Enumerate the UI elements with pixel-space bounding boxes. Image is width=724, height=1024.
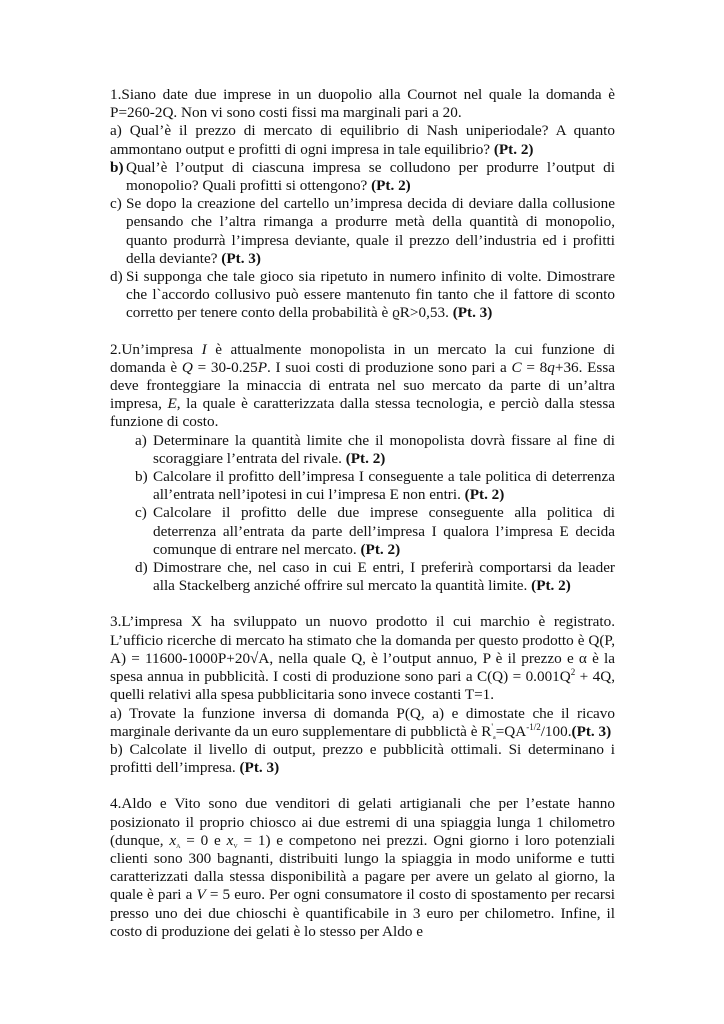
- q2-a-points: (Pt. 2): [345, 449, 386, 467]
- q3-item-a: a) Trovate la funzione inversa di domanda P(Q, a) e dimostate che il ricavo marginale derivante da un euro supplementare di pubblictà è $R'_a=QA^{-1/2}/100.(Pt$. 3): [110, 704, 615, 741]
- q1-d-marker: d): [110, 268, 123, 286]
- q1-c-text: Se dopo la creazione del cartello un’impresa decida di deviare dalla collusione pensando che l’altra rimanga a produrre metà della quantità di monopolio, quanto produrrà l’impresa deviante, quale il prezzo dell’industria ed i profitti della deviante?: [126, 195, 615, 267]
- q1-c-points: (Pt. 3): [221, 249, 261, 267]
- q1-b-text: Qual’è l’output di ciascuna impresa se colludono per produrre l’output di monopolio? Quali profitti si ottengono?: [126, 158, 615, 195]
- q1-c-marker: c): [110, 195, 122, 213]
- q1-a-text: Qual’è il prezzo di mercato di equilibrio di Nash uniperiodale? A quanto ammontano output e profitti di ogni impresa in tale equilibrio?: [110, 122, 615, 158]
- q1-b-marker: b): [110, 158, 124, 176]
- q2-item-d: [135, 559, 615, 595]
- q2-d-text: Dimostrare che, nel caso in cui E entri, I preferirà comportarsi da leader alla Stackelberg anziché offrire sul mercato la quantità limite.: [153, 559, 615, 595]
- q1-intro: 1.Siano date due imprese in un duopolio alla Cournot nel quale la domanda è P=260-2Q. Non vi sono costi fissi ma marginali pari a 20.: [110, 86, 615, 122]
- q1-item-d: [110, 268, 615, 323]
- q4-text: 4.Aldo e Vito sono due venditori di gelati artigianali che per l’estate hanno posizionato il proprio chiosco ai due estremi di una spiaggia lunga 1 chilometro (dunque, $x_A = 0$ e $x_V = 1$) e competono nei prezzi. Ogni giorno i loro potenziali clienti sono 300 bagnanti, distribuiti lungo la spiaggia in modo uniforme e tutti caratterizzati dalla stessa disponibilità a pagare per avere un gelato al giorno, la quale è pari a V = 5 euro. Per ogni consumatore il costo di spostamento per recarsi presso uno dei due chioschi è quantificabile in 3 euro per chilometro. Infine, il costo di produzione dei gelati è lo stesso per Aldo e: [110, 795, 616, 940]
- question-1: [110, 86, 615, 323]
- q1-a-marker: a): [110, 122, 122, 140]
- q1-item-a: [110, 122, 615, 158]
- q2-item-b: [135, 468, 615, 504]
- q1-item-c: [110, 195, 615, 268]
- q2-c-marker: c): [135, 504, 147, 522]
- q2-item-c: [135, 504, 615, 559]
- q2-b-points: (Pt. 2): [464, 486, 505, 504]
- q3-intro: 3.L’impresa X ha sviluppato un nuovo prodotto il cui marchio è registrato. L’ufficio ricerche di mercato ha stimato che la domanda per questo prodotto è Q(P, A) = 11600-1000P+20√A, nella quale Q, è l’output annuo, P è il prezzo e α è la spesa annua in pubblicità. I costi di produzione sono pari a $C(Q) = 0.001Q^2 + 4Q$, quelli relativi alla spesa pubblicitaria sono invece costanti T=1.: [110, 613, 615, 704]
- q2-d-marker: d): [135, 559, 148, 577]
- question-3: [110, 613, 615, 777]
- q2-a-marker: a): [135, 431, 147, 449]
- document-page: [110, 86, 615, 941]
- q2-d-points: (Pt. 2): [531, 577, 571, 595]
- q2-c-text: Calcolare il profitto delle due imprese conseguente alla politica di deterrenza all’entrata da parte dell’impresa I qualora l’impresa E decida comunque di entrare nel mercato.: [153, 504, 615, 558]
- q2-intro: 2.Un’impresa I è attualmente monopolista in un mercato la cui funzione di domanda è Q = 30-0.25P. I suoi costi di produzione sono pari a C = 8q+36. Essa deve fronteggiare la minaccia di entrata nel suo mercato da parte di un’altra impresa, E, la quale è caratterizzata dalla stessa tecnologia, e perciò dalla stessa funzione di costo.: [110, 340, 616, 431]
- q3-item-b: b) Calcolate il livello di output, prezzo e pubblicità ottimali. Si determinano i profitti dell’impresa. (Pt. 3): [110, 740, 615, 777]
- q1-b-points: (Pt. 2): [371, 177, 411, 195]
- q1-a-points: (Pt. 2): [493, 140, 534, 158]
- q1-d-text: Si supponga che tale gioco sia ripetuto in numero infinito di volte. Dimostrare che l`accordo collusivo può essere mantenuto fin tanto che il fattore di sconto corretto per tenere conto della probabilità è ϱR>0,53.: [126, 268, 615, 322]
- q1-d-points: (Pt. 3): [452, 304, 493, 322]
- q1-item-b: [110, 159, 615, 195]
- q3-b-points: (Pt. 3): [239, 759, 280, 777]
- question-2: [110, 341, 615, 596]
- q2-b-text: Calcolare il profitto dell’impresa I conseguente a tale politica di deterrenza all’entrata nell’ipotesi in cui l’impresa E non entri.: [153, 468, 615, 504]
- q3-a-points: (Pt. 3): [571, 722, 612, 740]
- q2-a-text: Determinare la quantità limite che il monopolista dovrà fissare al fine di scoraggiare l’entrata del rivale.: [153, 431, 615, 467]
- question-4: [110, 795, 615, 941]
- q2-b-marker: b): [135, 468, 148, 486]
- q2-item-a: [135, 432, 615, 468]
- q2-c-points: (Pt. 2): [360, 540, 401, 558]
